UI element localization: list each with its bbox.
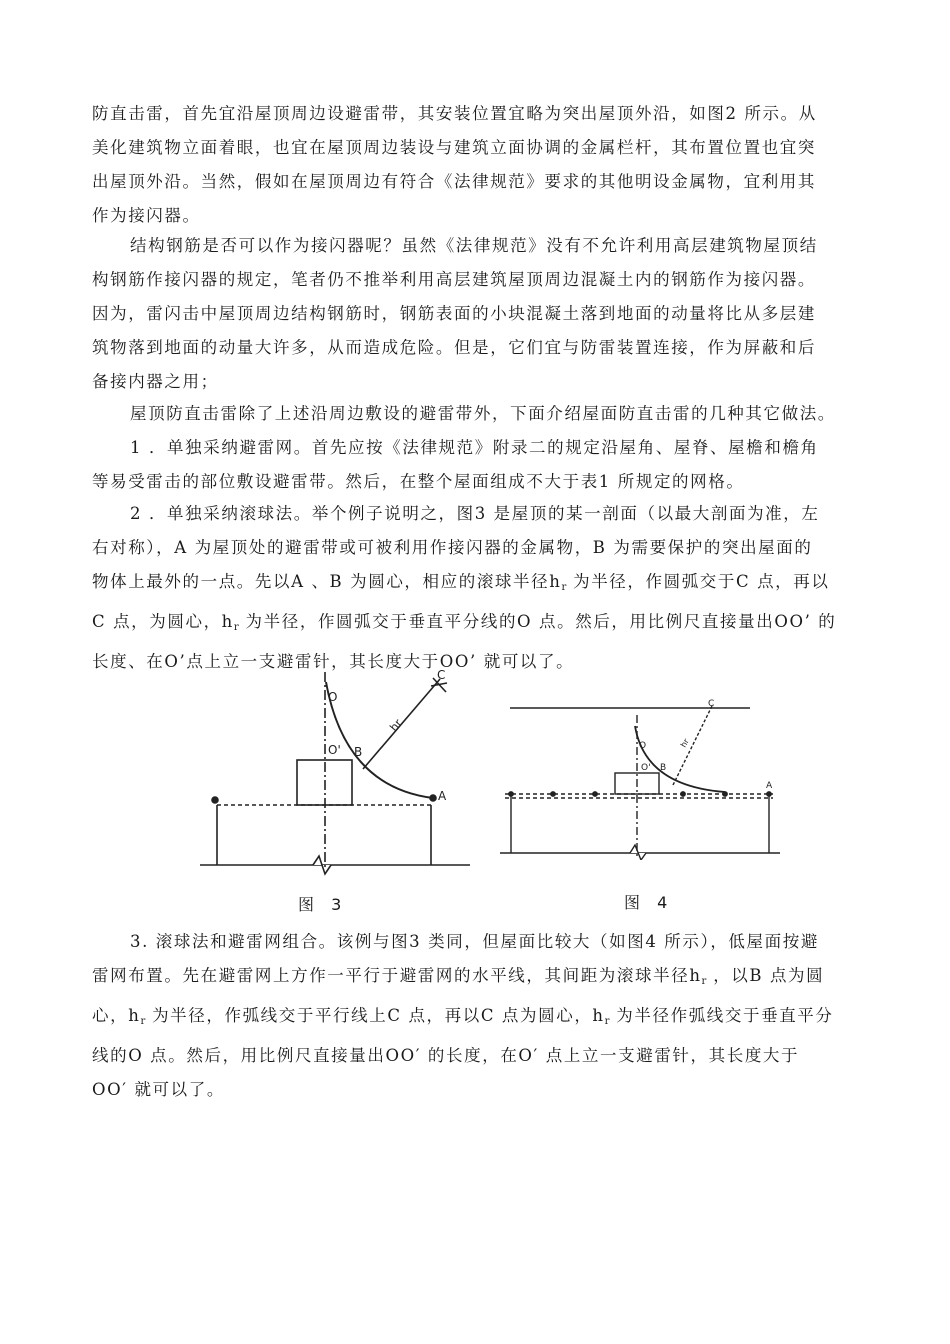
paragraph-method-1 xyxy=(92,431,862,499)
hr-symbol: $h_r$ xyxy=(689,966,707,987)
hr-symbol: $h_r$ xyxy=(128,1006,146,1027)
text-line: 屋顶防直击雷除了上述沿周边敷设的避雷带外，下面介绍屋面防直击雷的几种其它做法。 xyxy=(130,404,836,423)
figure-3-diagram xyxy=(195,662,475,882)
text-line: 线的O 点。然后，用比例尺直接量出OO′ 的长度，在O′ 点上立一支避雷针，其长度大于 xyxy=(92,1046,800,1065)
text-segment: 为半径，作圆弧交于垂直平分线的O 点。然后，用比例尺直接量出OO’ 的 xyxy=(245,612,837,631)
text-segment: ，以B 点为圆 xyxy=(713,966,825,985)
text-segment: 为半径，作弧线交于平行线上C 点，再以C 点为圆心， xyxy=(152,1006,593,1025)
text-line: 备接内器之用； xyxy=(92,372,219,391)
label-o-prime: O' xyxy=(328,743,341,757)
break-mark xyxy=(313,856,331,874)
point-a-dot xyxy=(430,795,436,801)
protection-arc xyxy=(326,682,433,798)
label-hr: hr xyxy=(387,716,405,734)
text-line: 等易受雷击的部位敷设避雷带。然后，在整个屋面组成不大于表1 所规定的网格。 xyxy=(92,472,745,491)
text-segment: 雷网布置。先在避雷网上方作一平行于避雷网的水平线，其间距为滚球半径 xyxy=(92,966,690,985)
label-hr: hr xyxy=(678,737,691,749)
text-line: 3. 滚球法和避雷网组合。该例与图3 类同，但屋面比较大（如图4 所示），低屋面按避 xyxy=(130,932,819,951)
text-line: 因为，雷闪击中屋顶周边结构钢筋时，钢筋表面的小块混凝土落到地面的动量将比从多层建 xyxy=(92,304,816,323)
label-a: A xyxy=(766,781,773,791)
mesh-dot xyxy=(593,792,597,796)
mesh-dot xyxy=(551,792,555,796)
mesh-dot xyxy=(723,792,727,796)
text-line: 出屋顶外沿。当然，假如在屋顶周边有符合《法律规范》要求的其他明设金属物，宜利用其 xyxy=(92,172,816,191)
text-segment: 为半径，作圆弧交于C 点，再以 xyxy=(573,572,830,591)
figure-3-caption: 图 3 xyxy=(298,895,348,914)
text-line: 防直击雷，首先宜沿屋顶周边设避雷带，其安装位置宜略为突出屋顶外沿，如图2 所示。从 xyxy=(92,104,817,123)
text-line xyxy=(92,565,862,605)
label-o: O xyxy=(639,741,647,751)
paragraph-structural-rebar xyxy=(92,229,862,399)
label-c: C xyxy=(708,699,715,709)
hr-symbol: $h_r$ xyxy=(221,612,239,633)
text-line xyxy=(92,605,862,645)
text-line: 构钢筋作接闪器的规定，笔者仍不推举利用高层建筑屋顶周边混凝土内的钢筋作为接闪器。 xyxy=(92,270,816,289)
text-line: 2 ．单独采纳滚球法。举个例子说明之，图3 是屋顶的某一剖面（以最大剖面为准，左 xyxy=(130,504,820,523)
text-segment: 心， xyxy=(92,1006,129,1025)
paragraph-other-methods xyxy=(92,397,862,431)
mesh-dot xyxy=(509,792,513,796)
text-line: 右对称），A 为屋顶处的避雷带或可被利用作接闪器的金属物，B 为需要保护的突出屋面的 xyxy=(92,538,813,557)
hr-symbol: $h_r$ xyxy=(592,1006,610,1027)
left-dot xyxy=(212,797,218,803)
label-a: A xyxy=(438,789,447,803)
text-segment: 为半径作弧线交于垂直平分 xyxy=(616,1006,834,1025)
figure-4-caption: 图 4 xyxy=(624,893,674,912)
text-line: OO′ 就可以了。 xyxy=(92,1080,225,1099)
mesh-dot xyxy=(681,792,685,796)
label-c: C xyxy=(437,668,446,682)
text-segment: C 点，为圆心， xyxy=(92,612,222,631)
text-line: 1 ．单独采纳避雷网。首先应按《法律规范》附录二的规定沿屋角、屋脊、屋檐和檐角 xyxy=(130,438,819,457)
label-b: B xyxy=(354,745,363,759)
paragraph-method-3 xyxy=(92,925,862,1107)
text-line: 筑物落到地面的动量大许多，从而造成危险。但是，它们宜与防雷装置连接，作为屏蔽和后 xyxy=(92,338,816,357)
label-o: O xyxy=(328,690,338,704)
mesh-dot xyxy=(767,792,771,796)
text-line xyxy=(92,999,862,1039)
label-o-prime: O' xyxy=(641,763,651,773)
protection-arc xyxy=(635,726,725,792)
text-line: 结构钢筋是否可以作为接闪器呢？虽然《法律规范》没有不允许利用高层建筑物屋顶结 xyxy=(130,236,818,255)
text-segment: 物体上最外的一点。先以A 、B 为圆心，相应的滚球半径 xyxy=(92,572,550,591)
text-line xyxy=(92,959,862,999)
paragraph-method-2 xyxy=(92,497,862,679)
text-line: 作为接闪器。 xyxy=(92,206,201,225)
hr-symbol: $h_r$ xyxy=(549,572,567,593)
label-b: B xyxy=(660,763,667,773)
text-line: 长度、在O’点上立一支避雷针，其长度大于OO’ 就可以了。 xyxy=(92,652,575,671)
text-line: 美化建筑物立面着眼，也宜在屋顶周边装设与建筑立面协调的金属栏杆，其布置位置也宜突 xyxy=(92,138,816,157)
figure-4-diagram xyxy=(495,690,785,860)
paragraph-roof-perimeter xyxy=(92,97,862,233)
